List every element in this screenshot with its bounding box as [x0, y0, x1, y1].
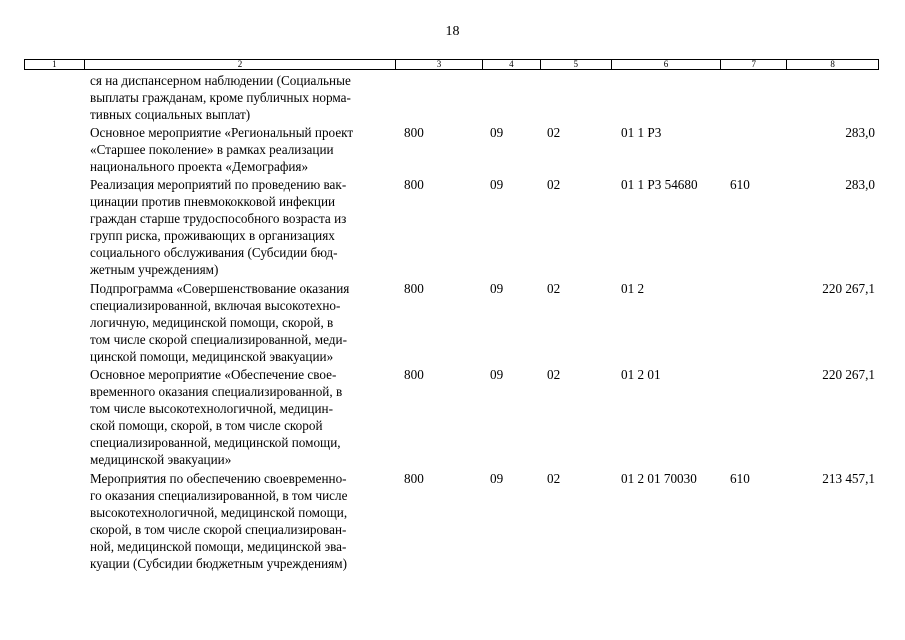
ministry-code: 800: [404, 177, 424, 192]
expense-type-code: 610: [730, 471, 750, 486]
header-cell: 1: [25, 60, 85, 69]
row-description: [90, 280, 400, 365]
row-description: [90, 366, 400, 469]
text-line: медицинской эвакуации»: [90, 452, 232, 468]
text-line: ся на диспансерном наблюдении (Социальные: [90, 73, 351, 88]
text-line: логичную, медицинской помощи, скорой, в: [90, 315, 334, 331]
header-cell: 7: [721, 60, 787, 69]
text-line: ской помощи, скорой, в том числе скорой: [90, 418, 323, 434]
text-line: специализированной, медицинской помощи,: [90, 435, 341, 451]
text-line: Мероприятия по обеспечению своевременно-: [90, 471, 347, 486]
text-line: цинской помощи, медицинской эвакуации»: [90, 349, 334, 365]
text-line: высокотехнологичной, медицинской помощи,: [90, 505, 348, 521]
section-code: 09: [490, 471, 504, 486]
section-code: 09: [490, 281, 504, 296]
ministry-code: 800: [404, 367, 424, 382]
row-description: [90, 176, 400, 279]
subsection-code: 02: [547, 177, 561, 192]
page-number: 18: [445, 24, 460, 39]
header-cell: 4: [483, 60, 541, 69]
target-article-code: 01 1 P3: [621, 125, 662, 140]
section-code: 09: [490, 367, 504, 382]
target-article-code: 01 2 01 70030: [621, 471, 697, 486]
text-line: временного оказания специализированной, в: [90, 384, 343, 400]
subsection-code: 02: [547, 281, 561, 296]
text-line: групп риска, проживающих в организациях: [90, 228, 335, 244]
header-cell: 6: [612, 60, 722, 69]
row-description: [90, 470, 400, 573]
target-article-code: 01 2 01: [621, 367, 661, 382]
subsection-code: 02: [547, 367, 561, 382]
text-line: Основное мероприятие «Региональный проект: [90, 125, 354, 140]
text-line: Основное мероприятие «Обеспечение свое-: [90, 367, 337, 382]
ministry-code: 800: [404, 125, 424, 140]
text-line: тивных социальных выплат): [90, 107, 251, 123]
amount: 220 267,1: [822, 367, 875, 382]
section-code: 09: [490, 125, 504, 140]
amount: 283,0: [845, 177, 875, 192]
header-cell: 5: [541, 60, 612, 69]
text-line: том числе высокотехнологичной, медицин-: [90, 401, 333, 417]
text-line: национального проекта «Демография»: [90, 159, 309, 175]
text-line: «Старшее поколение» в рамках реализации: [90, 142, 334, 158]
header-cell: 8: [830, 59, 835, 69]
table-header: [24, 59, 879, 70]
amount: 220 267,1: [822, 281, 875, 296]
row-description: [90, 124, 400, 175]
text-line: куации (Субсидии бюджетным учреждениям): [90, 556, 347, 572]
target-article-code: 01 1 P3 54680: [621, 177, 698, 192]
text-line: го оказания специализированной, в том числе: [90, 488, 348, 504]
ministry-code: 800: [404, 281, 424, 296]
text-line: жетным учреждениям): [90, 262, 219, 278]
header-cell: 3: [396, 60, 483, 69]
text-line: Реализация мероприятий по проведению вак-: [90, 177, 347, 192]
text-line: социального обслуживания (Субсидии бюд-: [90, 245, 338, 261]
text-line: выплаты гражданам, кроме публичных норма-: [90, 90, 351, 106]
expense-type-code: 610: [730, 177, 750, 192]
amount: 213 457,1: [822, 471, 875, 486]
subsection-code: 02: [547, 125, 561, 140]
text-line: том числе скорой специализированной, меди-: [90, 332, 347, 348]
text-line: Подпрограмма «Совершенствование оказания: [90, 281, 350, 296]
text-line: граждан старше трудоспособного возраста из: [90, 211, 347, 227]
subsection-code: 02: [547, 471, 561, 486]
ministry-code: 800: [404, 471, 424, 486]
section-code: 09: [490, 177, 504, 192]
text-line: цинации против пневмококковой инфекции: [90, 194, 336, 210]
text-line: специализированной, включая высокотехно-: [90, 298, 341, 314]
amount: 283,0: [845, 125, 875, 140]
row-description: [90, 72, 400, 123]
header-cell: 2: [85, 60, 396, 69]
text-line: ной, медицинской помощи, медицинской эва-: [90, 539, 347, 555]
text-line: скорой, в том числе скорой специализирован-: [90, 522, 347, 538]
target-article-code: 01 2: [621, 281, 645, 296]
